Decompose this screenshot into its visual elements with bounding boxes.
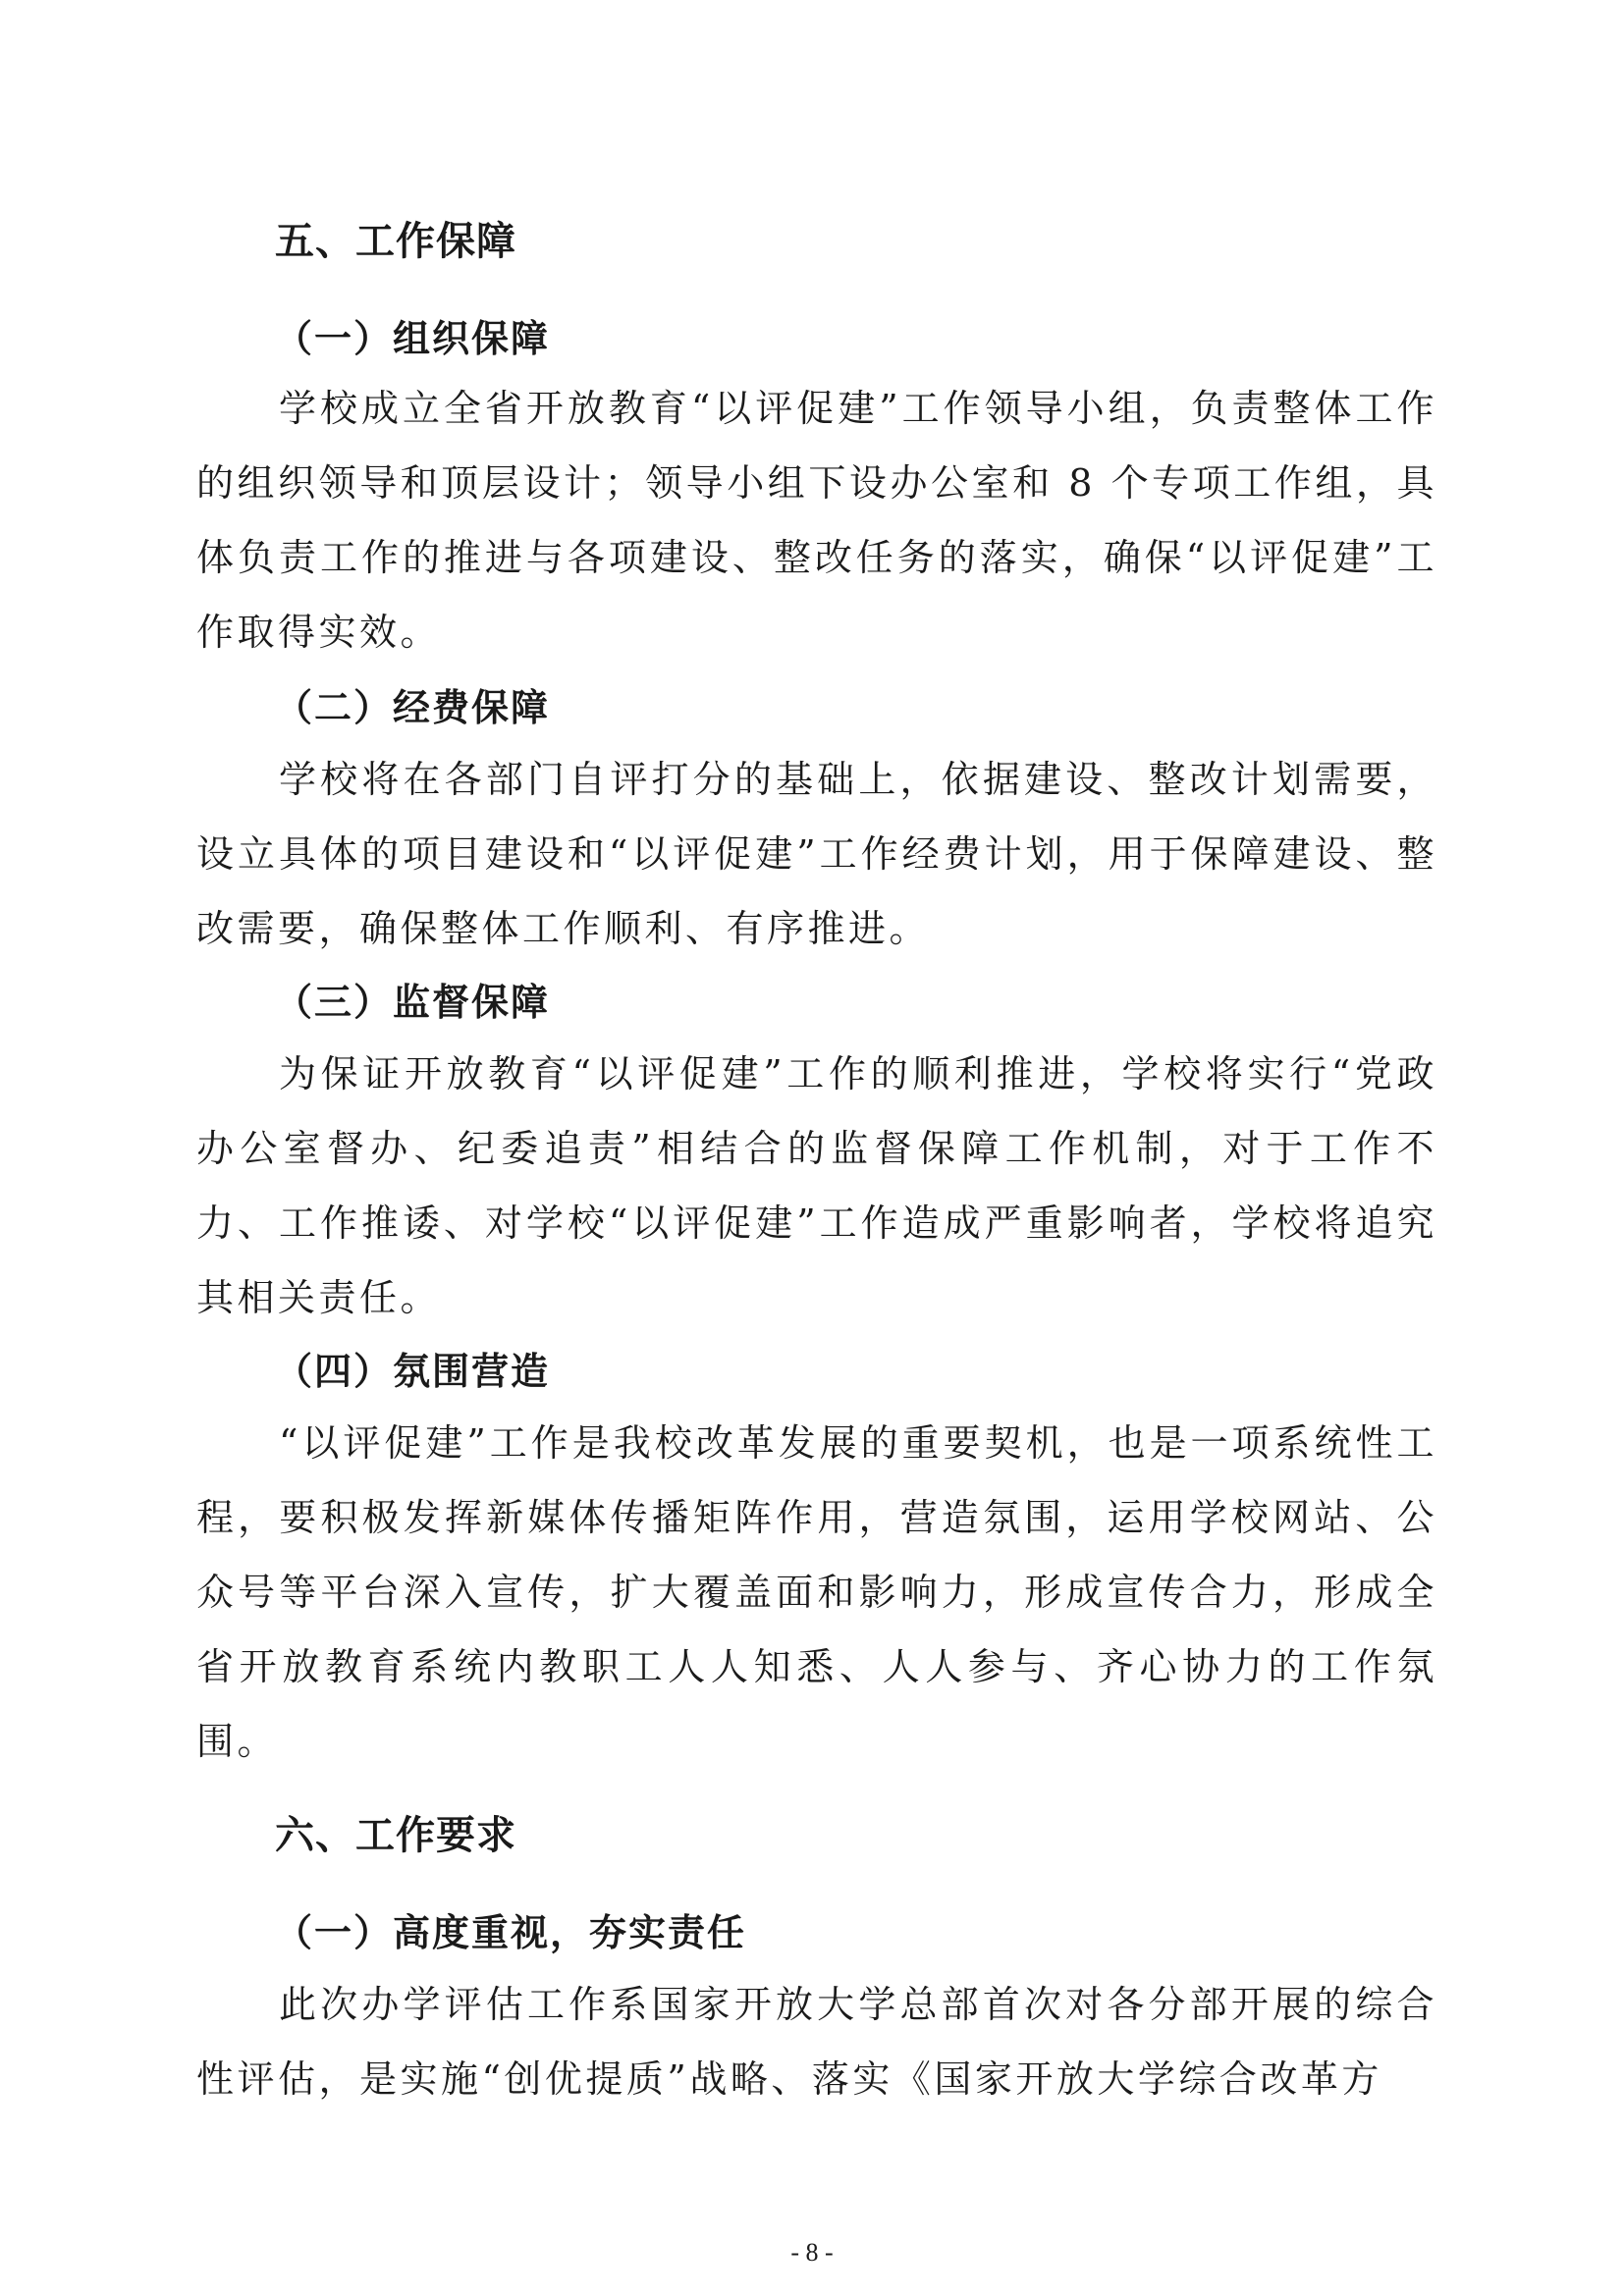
subsection-organization-heading: （一）组织保障	[275, 317, 551, 360]
section-5-3-heading-block	[196, 972, 1437, 1026]
section-6-heading: 六、工作要求	[275, 1813, 516, 1858]
paragraph-organization: 学校成立全省开放教育“以评促建”工作领导小组，负责整体工作的组织领导和顶层设计；领导小组下设办公室和 8 个专项工作组，具体负责工作的推进与各项建设、整改任务的落实，确保“以评促建”工作取得实效。	[196, 387, 1437, 654]
paragraph-attention: 此次办学评估工作系国家开放大学总部首次对各分部开展的综合性评估，是实施“创优提质”战略、落实《国家开放大学综合改革方	[196, 1983, 1437, 2101]
page-number: - 8 -	[790, 2238, 834, 2267]
section-6-1-heading-block	[196, 1902, 1437, 1956]
subsection-atmosphere-heading: （四）氛围营造	[275, 1350, 551, 1393]
subsection-funding-heading: （二）经费保障	[275, 686, 551, 729]
section-5-4-heading-block	[196, 1341, 1437, 1395]
section-5-2-heading-block	[196, 677, 1437, 731]
subsection-supervision-heading: （三）监督保障	[275, 981, 551, 1024]
paragraph-atmosphere: “以评促建”工作是我校改革发展的重要契机，也是一项系统性工程，要积极发挥新媒体传播矩阵作用，营造氛围，运用学校网站、公众号等平台深入宣传，扩大覆盖面和影响力，形成宣传合力，形成全省开放教育系统内教职工人人知悉、人人参与、齐心协力的工作氛围。	[196, 1421, 1437, 1763]
section-5-1-body	[196, 371, 1437, 669]
section-5-1-heading-block	[196, 308, 1437, 362]
section-5-heading-block	[196, 214, 1437, 269]
section-6-heading-block	[196, 1808, 1437, 1863]
section-5-2-body	[196, 742, 1437, 966]
subsection-attention-heading: （一）高度重视，夯实责任	[275, 1911, 747, 1954]
section-5-3-body	[196, 1037, 1437, 1335]
section-6-1-body	[196, 1967, 1437, 2116]
section-5-heading: 五、工作保障	[275, 219, 516, 264]
paragraph-funding: 学校将在各部门自评打分的基础上，依据建设、整改计划需要，设立具体的项目建设和“以评促建”工作经费计划，用于保障建设、整改需要，确保整体工作顺利、有序推进。	[196, 758, 1437, 950]
paragraph-supervision: 为保证开放教育“以评促建”工作的顺利推进，学校将实行“党政办公室督办、纪委追责”相结合的监督保障工作机制，对于工作不力、工作推诿、对学校“以评促建”工作造成严重影响者，学校将追究其相关责任。	[196, 1052, 1437, 1319]
section-5-4-body	[196, 1406, 1437, 1779]
